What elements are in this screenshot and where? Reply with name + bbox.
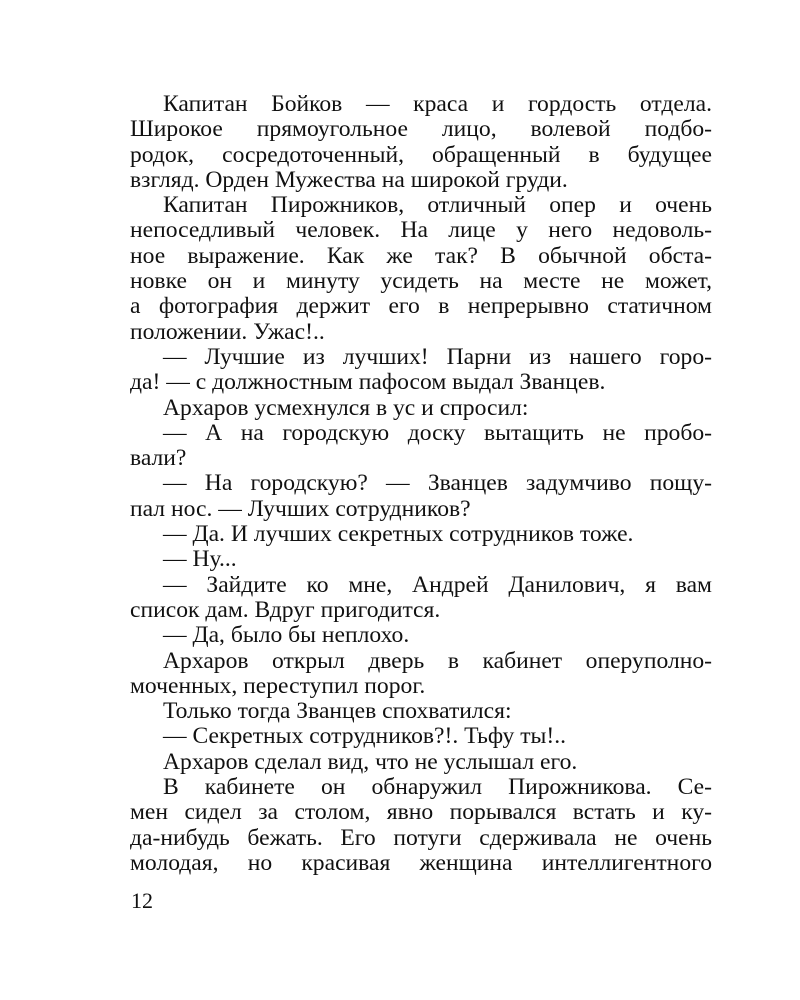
text-line: — Да, было бы неплохо. bbox=[163, 622, 410, 649]
text-line: Архаров сделал вид, что не услышал его. bbox=[163, 748, 578, 775]
page-text-block bbox=[130, 92, 712, 876]
text-line: Широкое прямоугольное лицо, волевой подбо- bbox=[130, 116, 712, 143]
text-line: Только тогда Званцев спохватился: bbox=[163, 698, 512, 725]
text-line: — Да. И лучших секретных сотрудников тоже. bbox=[163, 521, 634, 548]
text-line: — На городскую? — Званцев задумчиво пощу- bbox=[163, 470, 712, 497]
text-line: пал нос. — Лучших сотрудников? bbox=[130, 495, 471, 522]
text-line: список дам. Вдруг пригодится. bbox=[130, 596, 441, 623]
text-line: — А на городскую доску вытащить не пробо- bbox=[163, 419, 712, 446]
text-line: да-нибудь бежать. Его потуги сдерживала не очень bbox=[130, 824, 712, 851]
text-line: положении. Ужас!.. bbox=[130, 318, 325, 345]
text-line: взгляд. Орден Мужества на широкой груди. bbox=[130, 166, 568, 193]
text-line: Архаров открыл дверь в кабинет оперуполно- bbox=[163, 647, 712, 674]
text-line: непоседливый человек. На лице у него недоволь- bbox=[130, 217, 712, 244]
text-line: да! — с должностным пафосом выдал Званцев. bbox=[130, 369, 606, 396]
text-line: родок, сосредоточенный, обращенный в будущее bbox=[130, 141, 712, 168]
text-line: В кабинете он обнаружил Пирожникова. Се- bbox=[163, 774, 712, 801]
text-line: мен сидел за столом, явно порывался встать и ку- bbox=[130, 799, 712, 826]
text-line: молодая, но красивая женщина интеллигентного bbox=[130, 849, 712, 876]
text-line: Капитан Пирожников, отличный опер и очень bbox=[163, 192, 712, 219]
text-line: — Секретных сотрудников?!. Тьфу ты!.. bbox=[163, 723, 567, 750]
text-line: — Лучшие из лучших! Парни из нашего горо- bbox=[163, 343, 712, 370]
text-line: вали? bbox=[130, 445, 187, 472]
text-line: Архаров усмехнулся в ус и спросил: bbox=[163, 394, 529, 421]
text-line: моченных, переступил порог. bbox=[130, 672, 426, 699]
page-number: 12 bbox=[131, 888, 153, 913]
text-line: а фотография держит его в непрерывно статичном bbox=[130, 293, 712, 320]
text-line: новке он и минуту усидеть на месте не может, bbox=[130, 268, 712, 295]
text-line: — Зайдите ко мне, Андрей Данилович, я вам bbox=[163, 571, 712, 598]
text-line: — Ну... bbox=[163, 546, 237, 573]
text-line: ное выражение. Как же так? В обычной обста- bbox=[130, 242, 712, 269]
text-line: Капитан Бойков — краса и гордость отдела. bbox=[163, 91, 712, 117]
